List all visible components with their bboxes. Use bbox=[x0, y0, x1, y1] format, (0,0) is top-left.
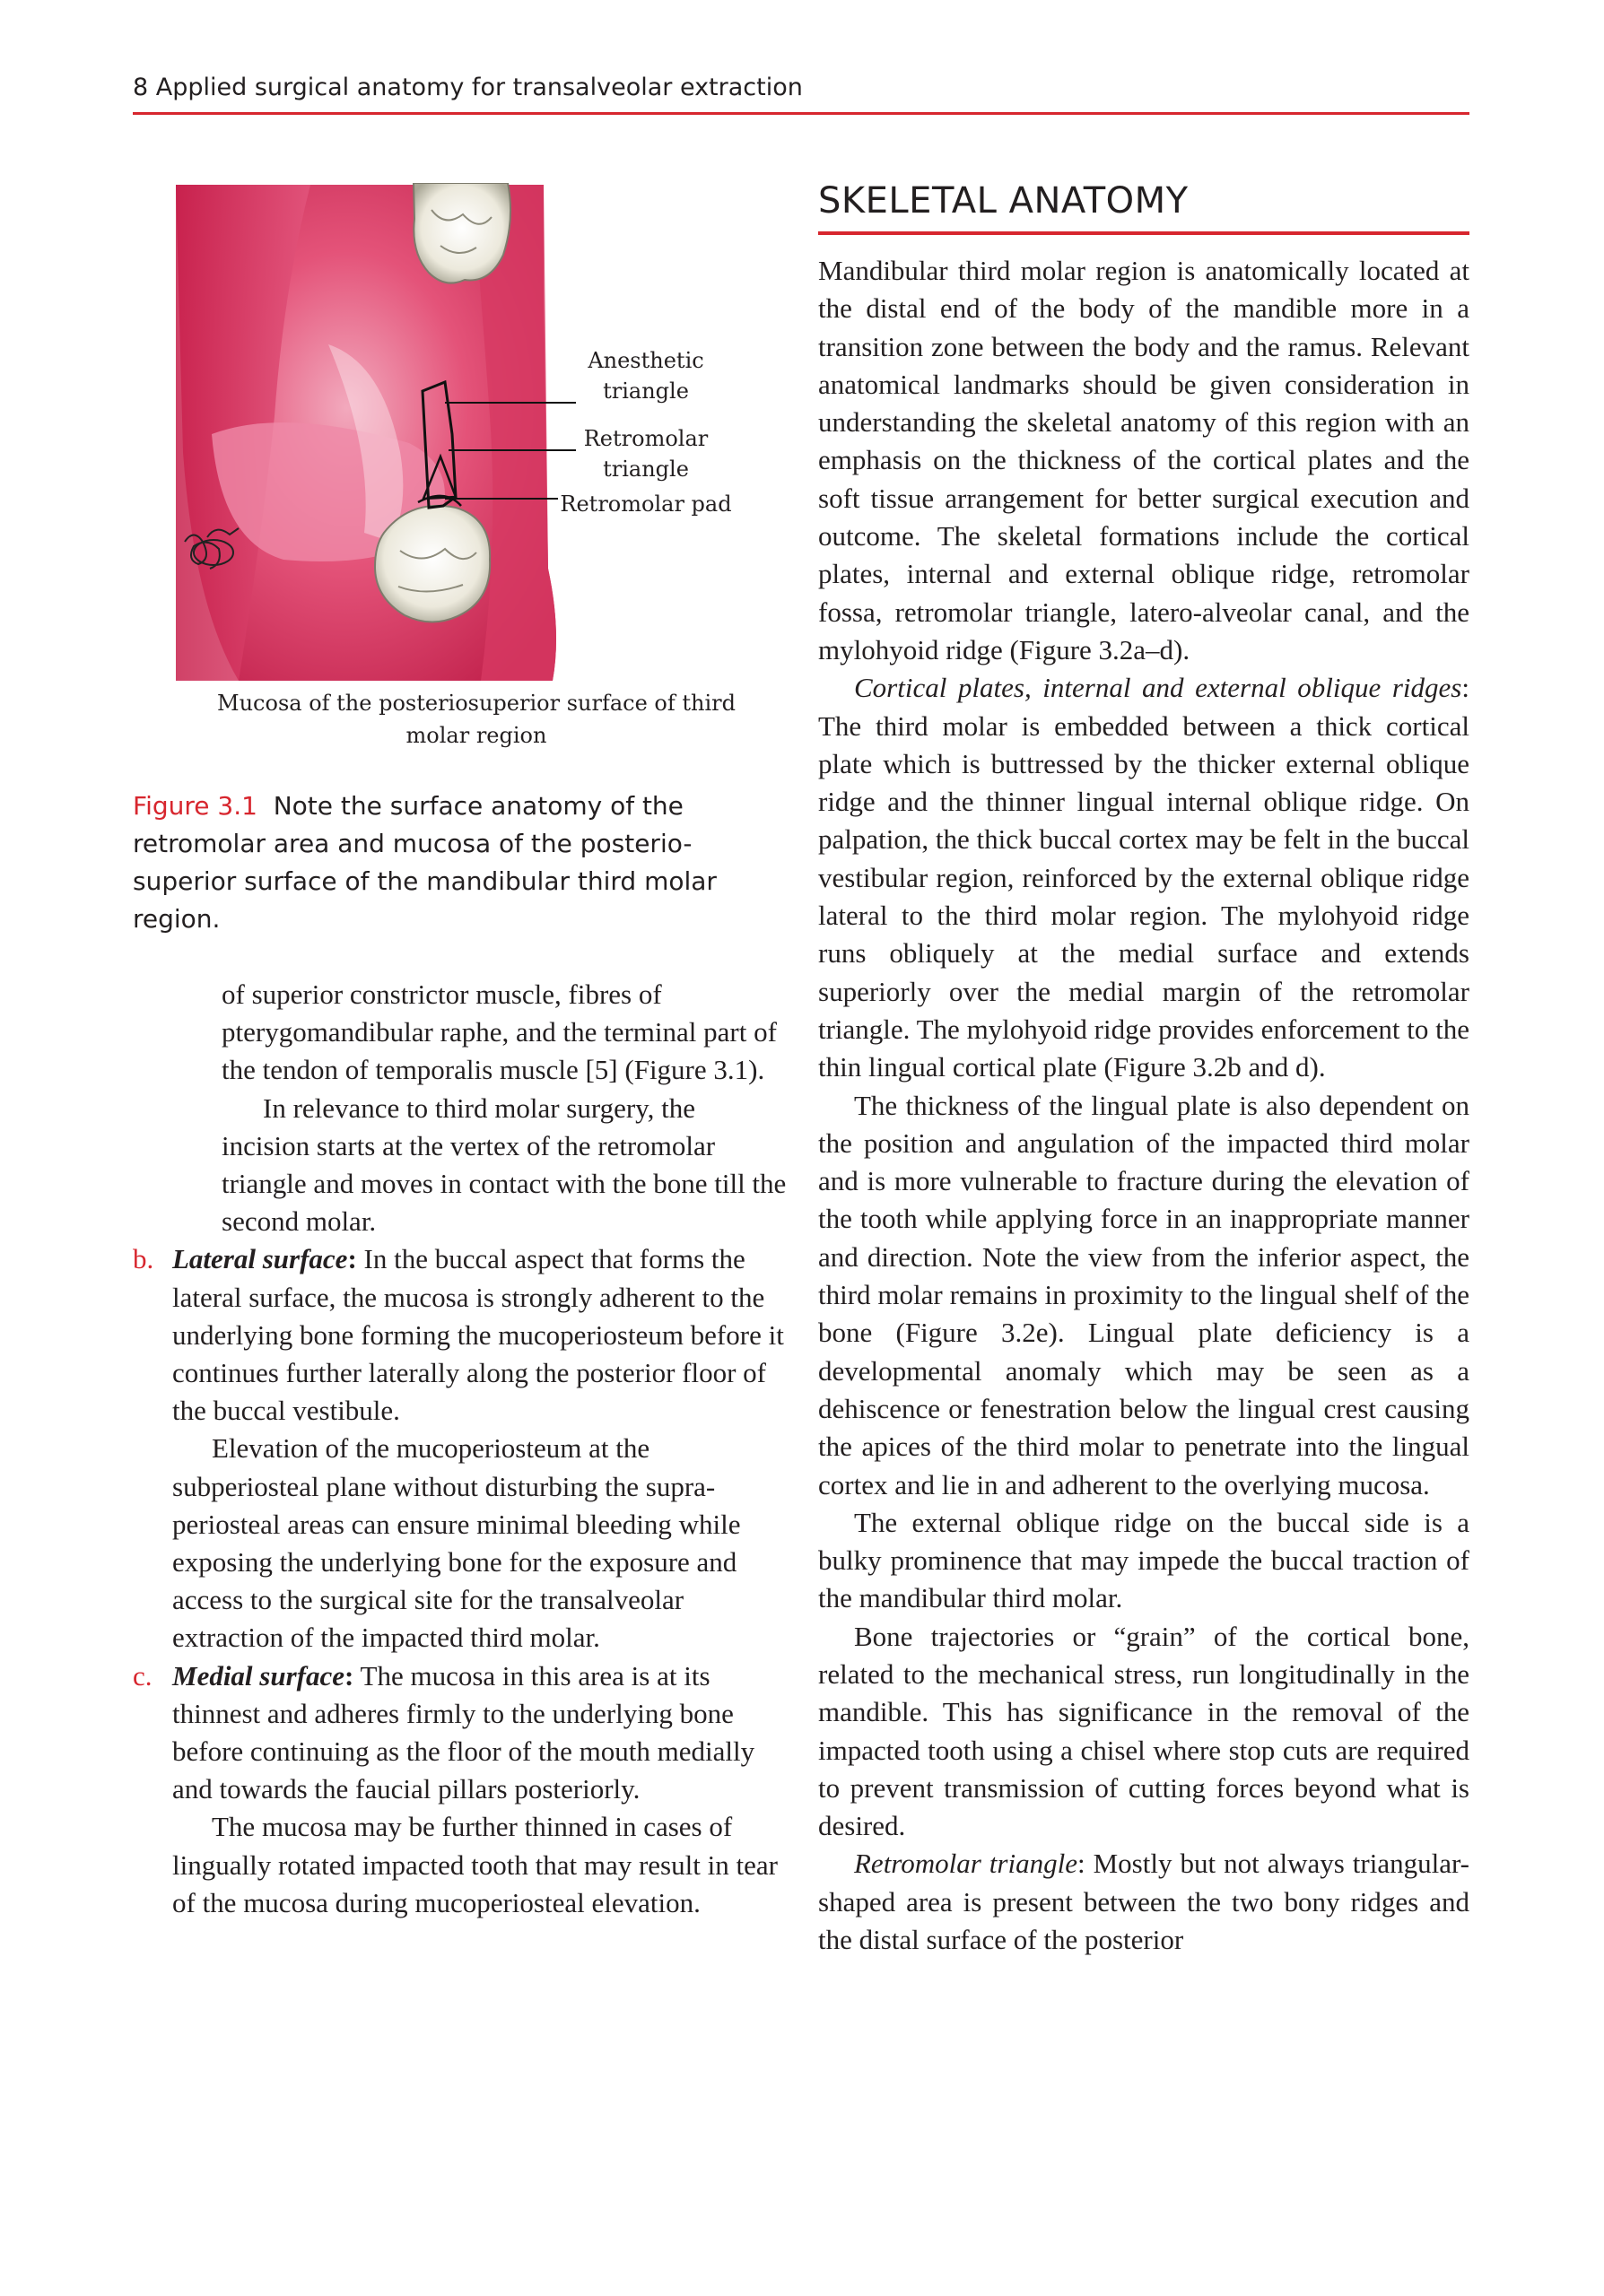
figure-illustration bbox=[176, 183, 763, 685]
term-retromolar-triangle: Retromolar triangle bbox=[854, 1848, 1077, 1880]
continued-paragraph-1: of superior constrictor muscle, fibres of pterygomandibular raphe, and the terminal part of the tendon of temporalis muscle [5] (Figure 3.1). bbox=[222, 978, 777, 1086]
figure-inner-caption bbox=[176, 687, 777, 752]
colon: : bbox=[344, 1659, 354, 1692]
paragraph-6 bbox=[818, 1845, 1469, 1959]
medial-surface-text: The mucosa in this area is at its thinnest and adheres firmly to the underlying bone before continuing as the floor of the mouth medially and towards the faucial pillars posteriorly. bbox=[172, 1659, 755, 1805]
paragraph-2-text: : The third molar is embedded between a thick cortical plate which is buttressed by the thicker external oblique ridge and the thinner lingual internal oblique ridge. On palpation, the thick buccal cortex may be felt in the buccal vestibular region, reinforced by the external oblique ridge lateral to the third molar region. The mylohyoid ridge runs obliquely at the medial surface and extends superiorly over the medial margin of the retromolar triangle. The mylohyoid ridge provides enforcement to the thin lingual cortical plate (Figure 3.2b and d). bbox=[818, 672, 1470, 1083]
paragraph-5: Bone trajectories or “grain” of the cortical bone, related to the mechanical stress, run longitudinally in the mandible. This has significance in the removal of the impacted tooth using a chisel where stop cuts are required to prevent transmission of cutting forces beyond what is desired. bbox=[818, 1620, 1469, 1842]
medial-surface-paragraph-2: The mucosa may be further thinned in cases of lingually rotated impacted tooth that may result in tear of the mucosa during mucoperiosteal elevation. bbox=[172, 1811, 778, 1918]
right-column bbox=[818, 252, 1469, 1959]
section-rule bbox=[818, 231, 1469, 235]
paragraph-4: The external oblique ridge on the buccal side is a bulky prominence that may impede the buccal traction of the mandibular third molar. bbox=[818, 1506, 1469, 1614]
figure-caption-text: Note the surface anatomy of the retromolar area and mucosa of the posterio-superior surface of the mandibular third molar region. bbox=[133, 791, 717, 934]
label-anesthetic-1: Anesthetic bbox=[588, 348, 704, 373]
paragraph-2 bbox=[818, 669, 1469, 1086]
running-head: 8 Applied surgical anatomy for transalveolar extraction bbox=[133, 74, 803, 101]
lower-molar bbox=[375, 506, 490, 622]
list-item-lateral-surface bbox=[133, 1240, 788, 1657]
continued-block bbox=[133, 976, 788, 1240]
upper-molar bbox=[414, 183, 510, 283]
label-anesthetic-2: triangle bbox=[603, 378, 689, 404]
lateral-surface-paragraph-2: Elevation of the mucoperiosteum at the subperiosteal plane without disturbing the supra-periosteal areas can ensure minimal bleeding while exposing the underlying bone for the exposure and access to the surgical site for the transalveolar extraction of the impacted third molar. bbox=[172, 1432, 741, 1654]
term-cortical-plates: Cortical plates, internal and external oblique ridges bbox=[854, 672, 1462, 704]
label-retromolar-2: triangle bbox=[603, 457, 689, 482]
list-marker-c: c. bbox=[133, 1659, 153, 1692]
figure-caption bbox=[133, 787, 780, 938]
list-item-medial-surface bbox=[133, 1657, 788, 1922]
paragraph-6-text: : Mostly but not always triangular-shaped area is present between the two bony ridges and the distal surface of the posterior bbox=[818, 1848, 1470, 1956]
term-lateral-surface: Lateral surface bbox=[172, 1243, 348, 1275]
label-retromolar-1: Retromolar bbox=[583, 426, 709, 451]
lateral-surface-text: In the buccal aspect that forms the lateral surface, the mucosa is strongly adherent to the underlying bone forming the mucoperiosteum before it continues further laterally along the posterior floor of the buccal vestibule. bbox=[172, 1243, 784, 1427]
list-marker-b: b. bbox=[133, 1243, 154, 1275]
label-retromolar-pad: Retromolar pad bbox=[560, 491, 732, 517]
term-medial-surface: Medial surface bbox=[172, 1659, 345, 1692]
left-column bbox=[133, 976, 788, 1922]
section-title: SKELETAL ANATOMY bbox=[818, 180, 1189, 222]
paragraph-3: The thickness of the lingual plate is also dependent on the position and angulation of the impacted third molar and is more vulnerable to fracture during the elevation of the tooth while applying force in an inappropriate manner and direction. Note the view from the inferior aspect, the third molar remains in proximity to the lingual shelf of the bone (Figure 3.2e). Lingual plate deficiency is a developmental anomaly which may be seen as a dehiscence or fenestration below the lingual crest causing the apices of the third molar to penetrate into the lingual cortex and lie in and adherent to the overlying mucosa. bbox=[818, 1089, 1469, 1500]
figure-number: Figure 3.1 bbox=[133, 791, 257, 821]
inner-caption-line-1: Mucosa of the posteriosuperior surface of third bbox=[217, 691, 736, 716]
paragraph-1: Mandibular third molar region is anatomically located at the distal end of the body of the mandible more in a transition zone between the body and the ramus. Relevant anatomical landmarks should be given consideration in understanding the skeletal anatomy of this region with an emphasis on the thickness of the cortical plates and the soft tissue arrangement for better surgical execution and outcome. The skeletal formations include the cortical plates, internal and external oblique ridge, retromolar fossa, retromolar triangle, latero-alveolar canal, and the mylohyoid ridge (Figure 3.2a–d). bbox=[818, 255, 1469, 665]
header-rule bbox=[133, 112, 1469, 115]
continued-paragraph-2: In relevance to third molar surgery, the incision starts at the vertex of the retromolar triangle and moves in contact with the bone till the second molar. bbox=[222, 1091, 787, 1238]
retromolar-illustration bbox=[176, 183, 763, 685]
colon: : bbox=[347, 1243, 357, 1275]
inner-caption-line-2: molar region bbox=[405, 723, 547, 748]
